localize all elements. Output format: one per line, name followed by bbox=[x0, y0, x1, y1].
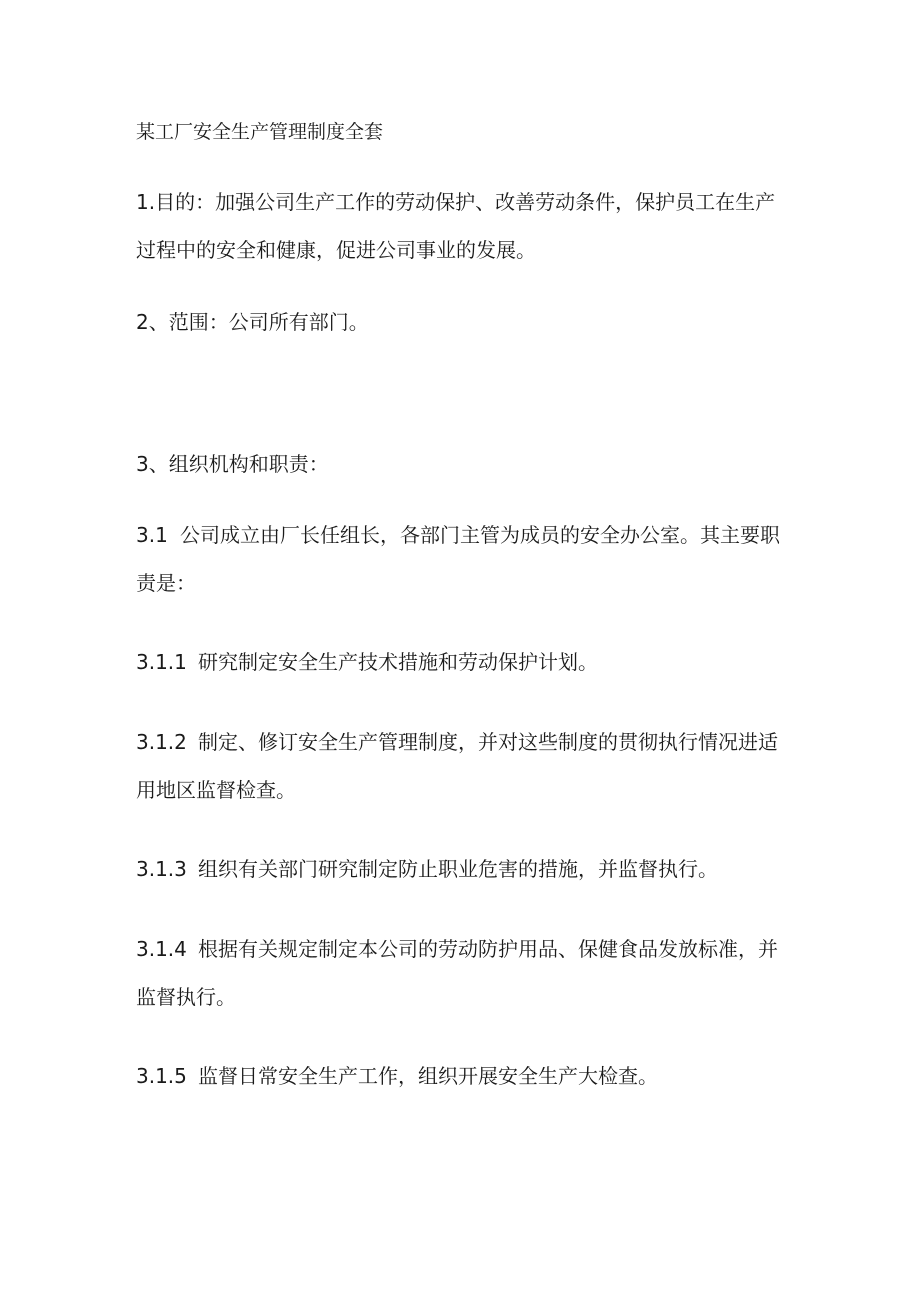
clause-text: 监督日常安全生产工作，组织开展安全生产大检查。 bbox=[198, 1064, 658, 1088]
paragraph-purpose-line-2: 过程中的安全和健康，促进公司事业的发展。 bbox=[136, 238, 536, 262]
paragraph-3-1-5 bbox=[136, 1062, 658, 1090]
paragraph-scope: 2、范围：公司所有部门。 bbox=[136, 310, 369, 334]
clause-number: 3.1.1 bbox=[136, 650, 187, 674]
paragraph-3-1-2-line-2: 用地区监督检查。 bbox=[136, 778, 296, 802]
clause-text: 制定、修订安全生产管理制度，并对这些制度的贯彻执行情况进适 bbox=[198, 730, 778, 754]
clause-number: 3.1.5 bbox=[136, 1064, 187, 1088]
clause-text: 根据有关规定制定本公司的劳动防护用品、保健食品发放标准，并 bbox=[198, 937, 778, 961]
clause-text: 组织有关部门研究制定防止职业危害的措施，并监督执行。 bbox=[198, 857, 718, 881]
paragraph-3-1-line-2: 责是： bbox=[136, 571, 196, 595]
clause-text: 公司成立由厂长任组长，各部门主管为成员的安全办公室。其主要职 bbox=[180, 523, 780, 547]
clause-text: 研究制定安全生产技术措施和劳动保护计划。 bbox=[198, 650, 598, 674]
clause-number: 3.1 bbox=[136, 523, 168, 547]
paragraph-3-1-4-line-2: 监督执行。 bbox=[136, 985, 236, 1009]
clause-number: 3.1.4 bbox=[136, 937, 187, 961]
paragraph-3-1-line-1 bbox=[136, 521, 780, 549]
paragraph-3-1-2-line-1 bbox=[136, 728, 778, 756]
paragraph-3-1-4-line-1 bbox=[136, 935, 778, 963]
paragraph-3-1-3 bbox=[136, 855, 718, 883]
document-title: 某工厂安全生产管理制度全套 bbox=[136, 121, 384, 143]
paragraph-organization-heading: 3、组织机构和职责： bbox=[136, 452, 329, 476]
paragraph-purpose-line-1: 1.目的：加强公司生产工作的劳动保护、改善劳动条件，保护员工在生产 bbox=[136, 190, 776, 214]
clause-number: 3.1.3 bbox=[136, 857, 187, 881]
clause-number: 3.1.2 bbox=[136, 730, 187, 754]
paragraph-3-1-1 bbox=[136, 648, 598, 676]
